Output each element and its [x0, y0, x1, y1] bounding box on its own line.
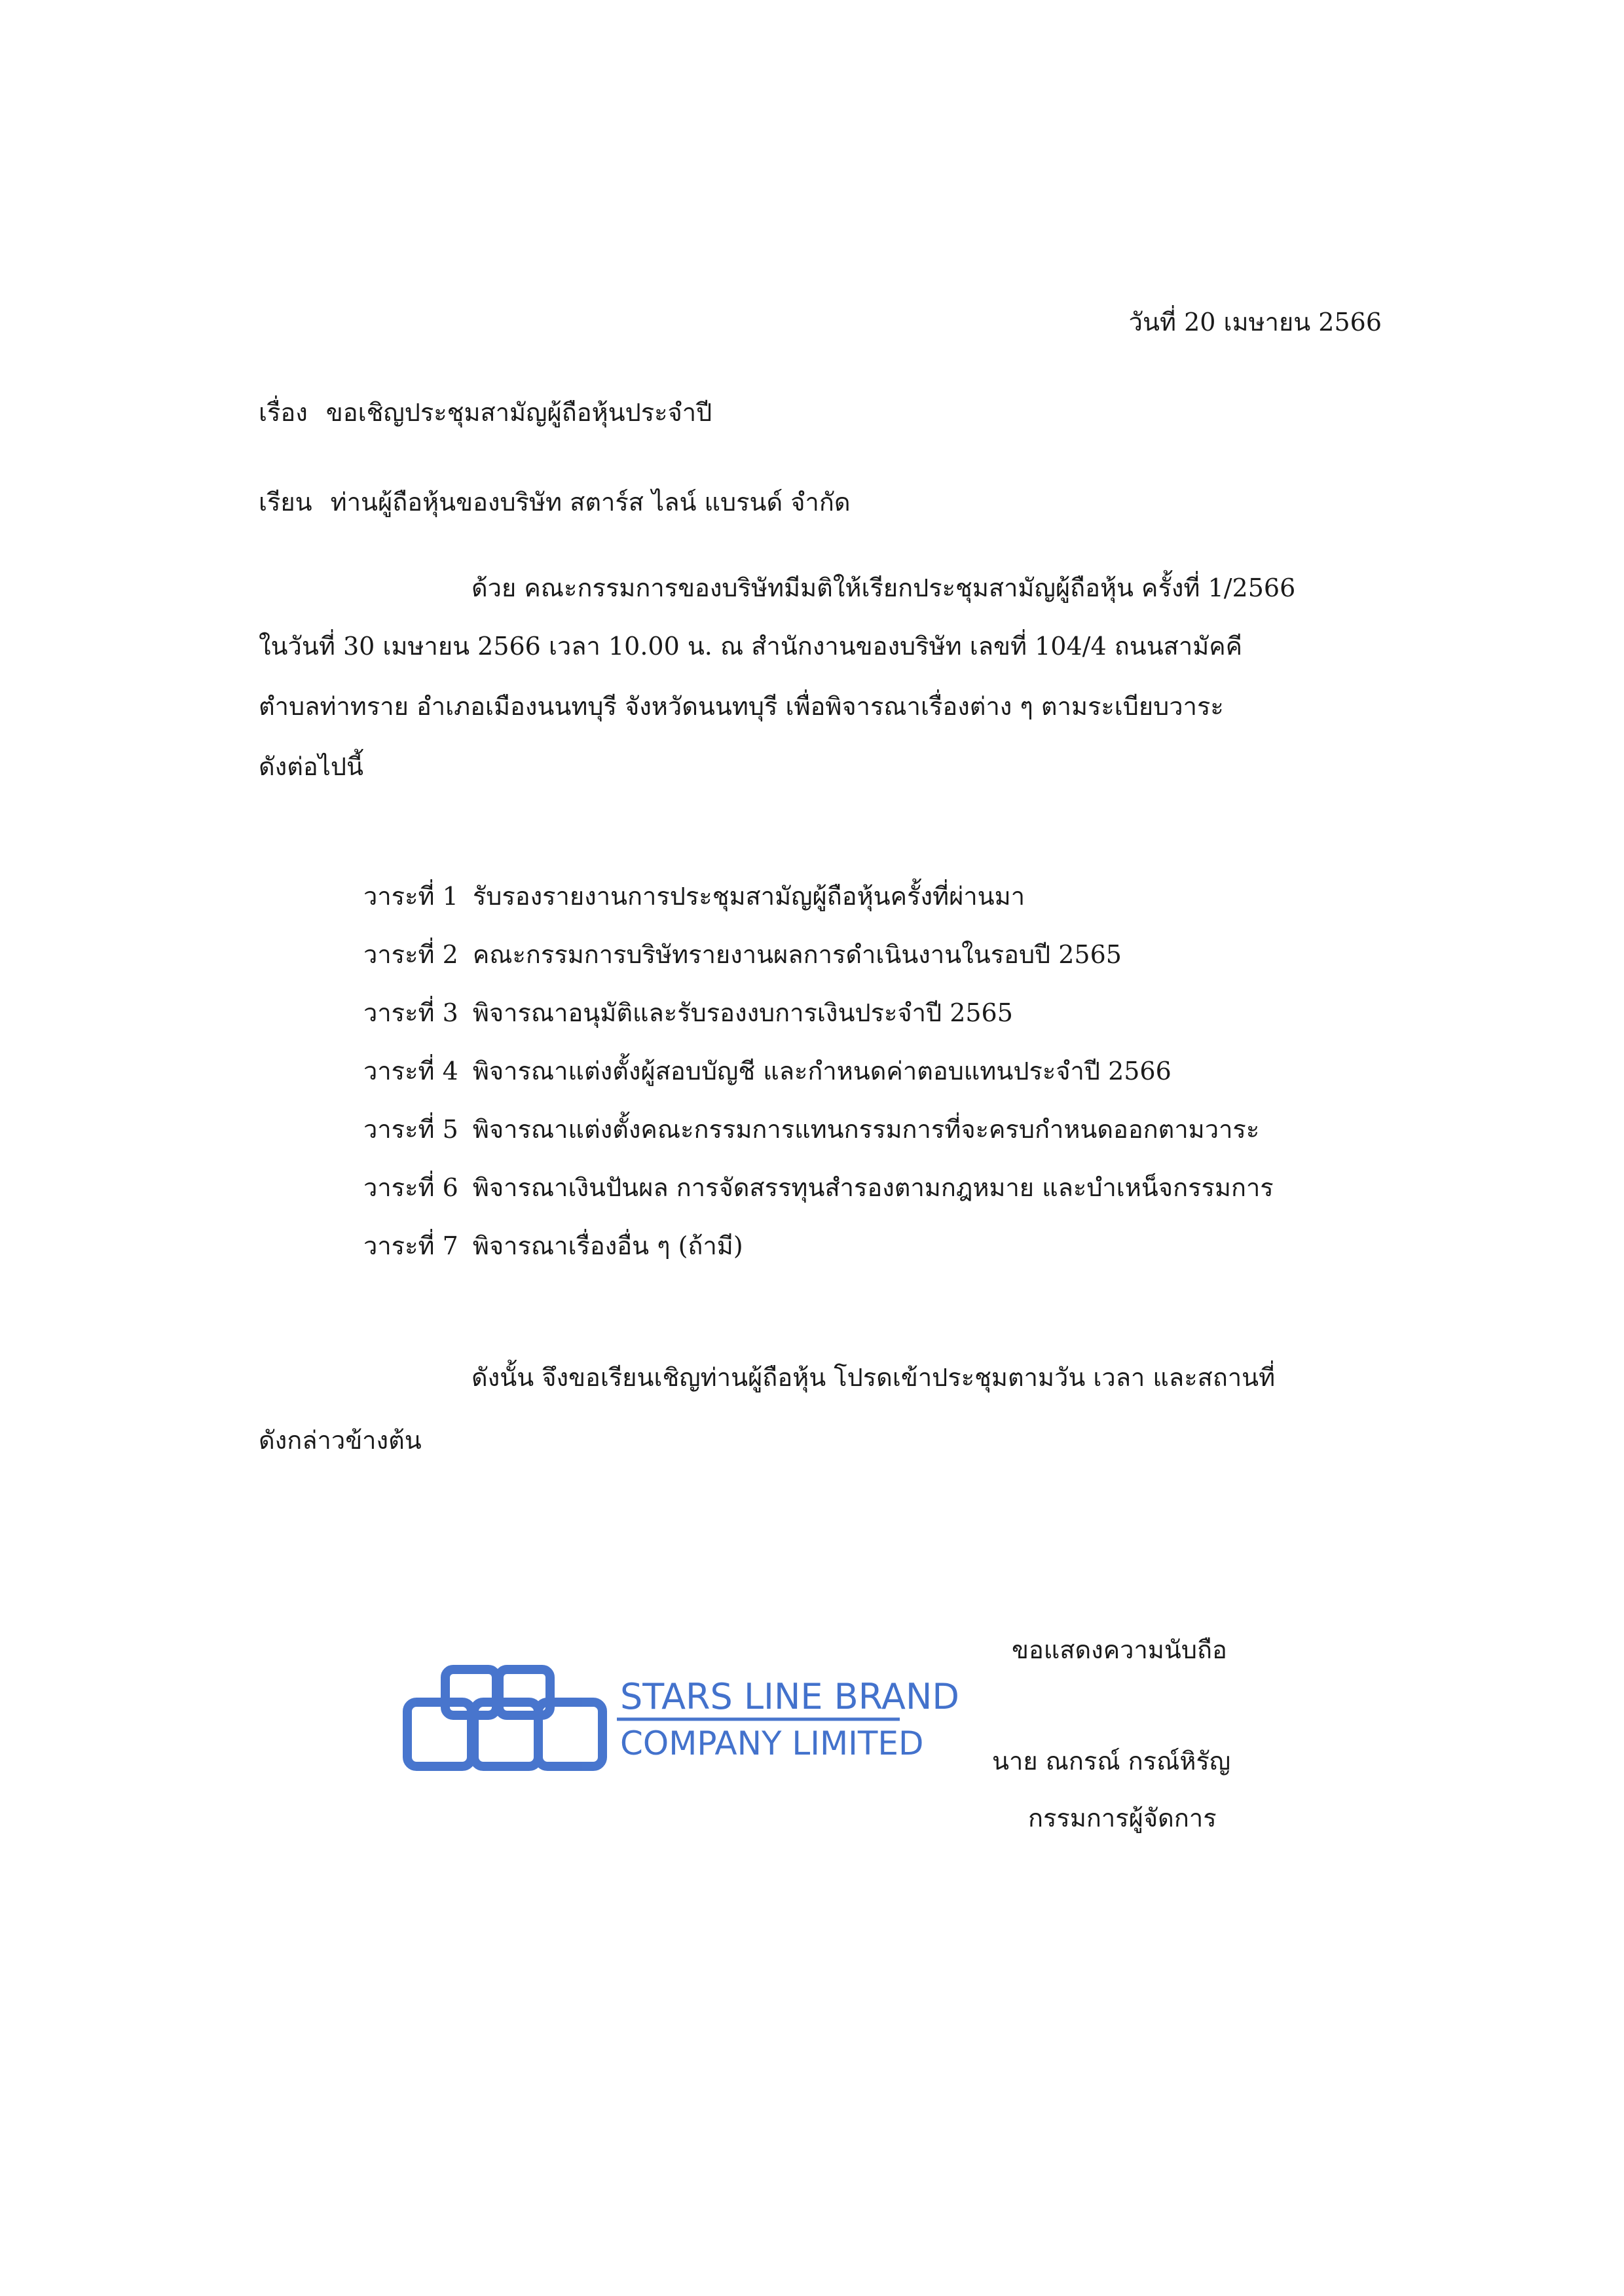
intro-line-4: ดังต่อไปนี้ — [259, 752, 363, 781]
subject-text: ขอเชิญประชุมสามัญผู้ถือหุ้นประจำปี — [325, 398, 712, 427]
agenda-item — [363, 1042, 1274, 1101]
agenda-item — [363, 984, 1274, 1042]
agenda-text: พิจารณาอนุมัติและรับรองงบการเงินประจำปี 2565 — [472, 998, 1013, 1027]
agenda-item — [363, 867, 1274, 926]
signer-title: กรรมการผู้จัดการ — [1028, 1804, 1217, 1832]
letter-date: วันที่ 20 เมษายน 2566 — [1128, 308, 1382, 337]
closing-line-1: ดังนั้น จึงขอเรียนเชิญท่านผู้ถือหุ้น โปรดเข้าประชุมตามวัน เวลา และสถานที่ — [471, 1363, 1276, 1392]
agenda-text: รับรองรายงานการประชุมสามัญผู้ถือหุ้นครั้งที่ผ่านมา — [472, 882, 1025, 911]
agenda-number: วาระที่ 4 — [363, 1057, 458, 1085]
agenda-number: วาระที่ 5 — [363, 1115, 458, 1144]
stamp-line-2: COMPANY LIMITED — [620, 1724, 924, 1762]
agenda-text: พิจารณาแต่งตั้งคณะกรรมการแทนกรรมการที่จะครบกำหนดออกตามวาระ — [472, 1115, 1260, 1144]
agenda-item — [363, 1101, 1274, 1159]
agenda-item — [363, 926, 1274, 984]
closing-line-2: ดังกล่าวข้างต้น — [259, 1426, 422, 1455]
intro-line-1: ด้วย คณะกรรมการของบริษัทมีมติให้เรียกประชุมสามัญผู้ถือหุ้น ครั้งที่ 1/2566 — [471, 574, 1296, 602]
recipient-label: เรียน — [259, 488, 312, 517]
intro-line-3: ตำบลท่าทราย อำเภอเมืองนนทบุรี จังหวัดนนทบุรี เพื่อพิจารณาเรื่องต่าง ๆ ตามระเบียบวาระ — [259, 692, 1224, 721]
signer-name: นาย ณกรณ์ กรณ์หิรัญ — [992, 1747, 1231, 1776]
agenda-text: พิจารณาเงินปันผล การจัดสรรทุนสำรองตามกฎหมาย และบำเหน็จกรรมการ — [472, 1173, 1274, 1202]
agenda-text: คณะกรรมการบริษัทรายงานผลการดำเนินงานในรอบปี 2565 — [472, 940, 1122, 969]
company-logo-icon — [401, 1650, 959, 1787]
agenda-item — [363, 1217, 1274, 1275]
agenda-number: วาระที่ 1 — [363, 882, 458, 911]
agenda-text: พิจารณาแต่งตั้งผู้สอบบัญชี และกำหนดค่าตอบแทนประจำปี 2566 — [472, 1057, 1172, 1085]
agenda-text: พิจารณาเรื่องอื่น ๆ (ถ้ามี) — [472, 1231, 743, 1260]
subject-label: เรื่อง — [259, 398, 308, 427]
recipient-text: ท่านผู้ถือหุ้นของบริษัท สตาร์ส ไลน์ แบรนด์ จำกัด — [330, 488, 851, 517]
agenda-number: วาระที่ 6 — [363, 1173, 458, 1202]
agenda-number: วาระที่ 2 — [363, 940, 458, 969]
sign-off: ขอแสดงความนับถือ — [1012, 1635, 1227, 1664]
agenda-number: วาระที่ 3 — [363, 998, 458, 1027]
stamp-line-1: STARS LINE BRAND — [620, 1676, 959, 1717]
agenda-list — [363, 867, 1274, 1275]
company-stamp — [401, 1650, 959, 1787]
agenda-number: วาระที่ 7 — [363, 1231, 458, 1260]
intro-line-2: ในวันที่ 30 เมษายน 2566 เวลา 10.00 น. ณ สำนักงานของบริษัท เลขที่ 104/4 ถนนสามัคคี — [259, 632, 1243, 661]
subject-line — [259, 398, 712, 428]
recipient-line — [259, 488, 851, 518]
agenda-item — [363, 1159, 1274, 1217]
